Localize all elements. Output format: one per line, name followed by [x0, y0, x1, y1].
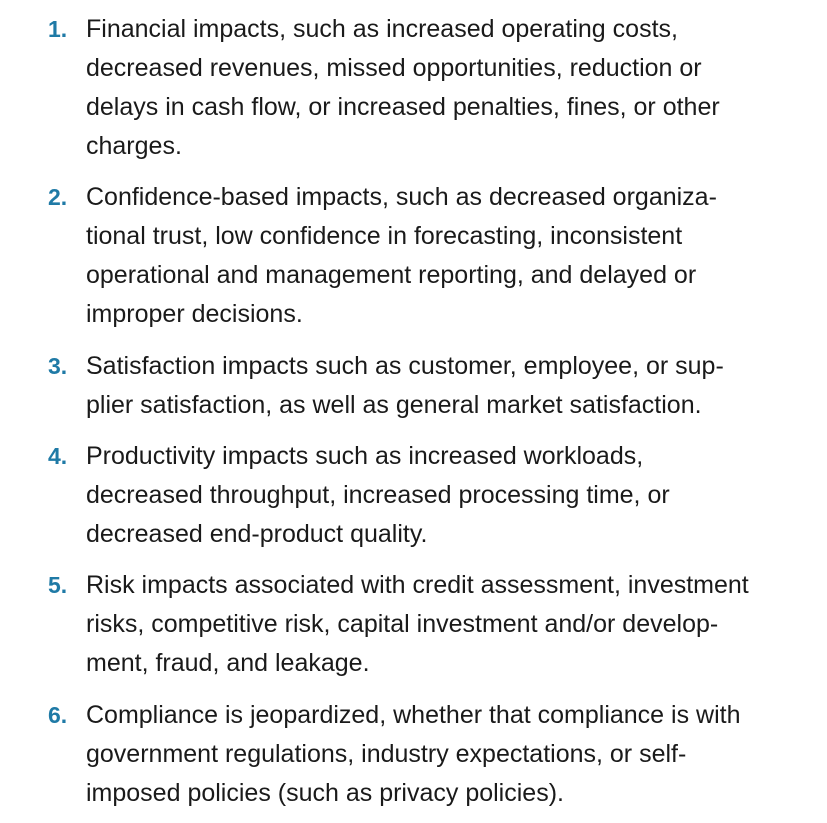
item-text-line: decreased revenues, missed opportunities, reduction or — [86, 54, 702, 82]
item-text-line: Compliance is jeopardized, whether that compliance is with — [86, 701, 741, 729]
item-text-line: government regulations, industry expectations, or self- — [86, 740, 687, 768]
item-text-line: decreased end-product quality. — [86, 520, 428, 548]
item-text-line: plier satisfaction, as well as general market satisfaction. — [86, 391, 702, 419]
item-number: 5. — [48, 572, 68, 598]
item-number: 6. — [48, 702, 68, 728]
item-number: 3. — [48, 353, 68, 379]
item-text-line: decreased throughput, increased processing time, or — [86, 481, 670, 509]
item-text-line: Risk impacts associated with credit assessment, investment — [86, 571, 749, 599]
item-number: 2. — [48, 184, 68, 210]
item-text-line: charges. — [86, 132, 182, 160]
item-text-line: Confidence-based impacts, such as decreased organiza- — [86, 183, 717, 211]
item-text-line: imposed policies (such as privacy policies). — [86, 779, 564, 807]
item-number: 1. — [48, 16, 68, 42]
item-number: 4. — [48, 443, 68, 469]
item-text-line: ment, fraud, and leakage. — [86, 649, 370, 677]
item-text-line: risks, competitive risk, capital investment and/or develop- — [86, 610, 719, 638]
item-text-line: Satisfaction impacts such as customer, employee, or sup- — [86, 352, 724, 380]
item-text-line: operational and management reporting, and delayed or — [86, 261, 697, 289]
item-text-line: Productivity impacts such as increased workloads, — [86, 442, 644, 470]
item-text-line: tional trust, low confidence in forecasting, inconsistent — [86, 222, 683, 250]
item-text-line: Financial impacts, such as increased operating costs, — [86, 15, 678, 43]
item-text-line: delays in cash flow, or increased penalties, fines, or other — [86, 93, 720, 121]
item-text-line: improper decisions. — [86, 300, 303, 328]
